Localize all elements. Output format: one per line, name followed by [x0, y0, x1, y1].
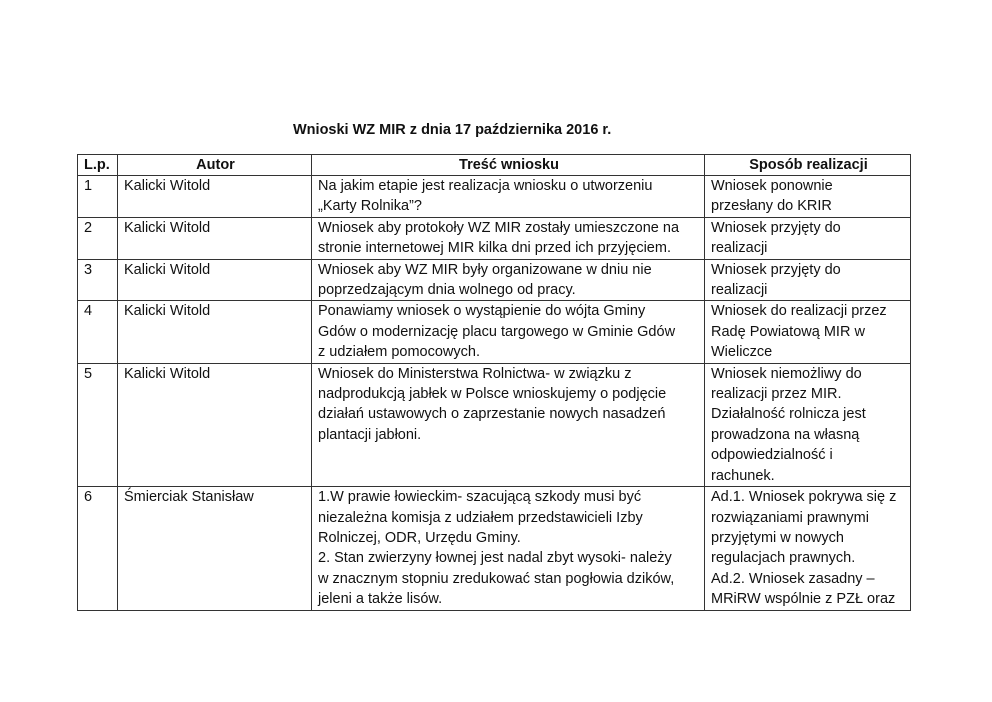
cell-method-line: Działalność rolnicza jest: [711, 406, 866, 423]
cell-method: [705, 301, 911, 363]
cell-content-line: poprzedzającym dnia wolnego od pracy.: [318, 282, 576, 299]
cell-method: [705, 487, 911, 610]
cell-method-line: realizacji: [711, 282, 768, 299]
cell-author: Kalicki Witold: [118, 176, 312, 218]
cell-method-line: Wniosek przyjęty do: [711, 219, 841, 236]
cell-lp: 2: [78, 217, 118, 259]
cell-method-line: przesłany do KRIR: [711, 198, 832, 215]
cell-content: [312, 301, 705, 363]
cell-content: [312, 176, 705, 218]
cell-lp: 1: [78, 176, 118, 218]
cell-method-line: Wniosek ponownie: [711, 178, 833, 194]
cell-content-line: Rolniczej, ODR, Urzędu Gminy.: [318, 529, 521, 546]
cell-content-line: 2. Stan zwierzyny łownej jest nadal zbyt wysoki- należy: [318, 550, 672, 567]
cell-method-line: odpowiedzialność i: [711, 447, 833, 464]
table-row: [78, 363, 911, 486]
cell-method: [705, 363, 911, 486]
table-row: [78, 217, 911, 259]
cell-method-line: Wieliczce: [711, 344, 773, 361]
cell-method-line: Ad.2. Wniosek zasadny –: [711, 570, 875, 587]
cell-content-line: nadprodukcją jabłek w Polsce wnioskujemy o podjęcie: [318, 386, 667, 403]
cell-content-line: Ponawiamy wniosek o wystąpienie do wójta Gminy: [318, 303, 646, 320]
cell-content-line: 1.W prawie łowieckim- szacującą szkody musi być: [318, 489, 642, 506]
cell-author: Kalicki Witold: [118, 301, 312, 363]
table-row: [78, 301, 911, 363]
cell-content-line: w znacznym stopniu zredukować stan pogłowia dzików,: [318, 570, 675, 587]
table-row: [78, 487, 911, 610]
cell-author: Kalicki Witold: [118, 217, 312, 259]
header-lp: L.p.: [78, 155, 118, 176]
table-row: [78, 176, 911, 218]
cell-method-line: Ad.1. Wniosek pokrywa się z: [711, 489, 897, 506]
cell-content-line: z udziałem pomocowych.: [318, 344, 480, 361]
header-content: Treść wniosku: [312, 155, 705, 176]
cell-method-line: realizacji: [711, 240, 768, 257]
cell-method-line: rachunek.: [711, 467, 775, 484]
table-row: [78, 259, 911, 301]
table-body: [78, 176, 911, 611]
cell-lp: 4: [78, 301, 118, 363]
cell-content-line: działań ustawowych o zaprzestanie nowych nasadzeń: [318, 406, 666, 423]
cell-author: Kalicki Witold: [118, 259, 312, 301]
cell-content-line: niezależna komisja z udziałem przedstawicieli Izby: [318, 509, 643, 526]
cell-content-line: Na jakim etapie jest realizacja wniosku o utworzeniu: [318, 178, 653, 194]
cell-content-line: jeleni a także lisów.: [318, 591, 443, 608]
cell-content: [312, 259, 705, 301]
table-header-row: [78, 155, 911, 176]
cell-method-line: realizacji przez MIR.: [711, 386, 842, 403]
cell-method-line: regulacjach prawnych.: [711, 550, 856, 567]
cell-content-line: plantacji jabłoni.: [318, 426, 422, 443]
cell-author: Kalicki Witold: [118, 363, 312, 486]
cell-method: [705, 259, 911, 301]
cell-method-line: przyjętymi w nowych: [711, 529, 844, 546]
cell-content-line: stronie internetowej MIR kilka dni przed ich przyjęciem.: [318, 240, 671, 257]
document-title: Wnioski WZ MIR z dnia 17 października 2016 r.: [293, 122, 612, 138]
cell-content-line: Wniosek do Ministerstwa Rolnictwa- w związku z: [318, 365, 632, 382]
cell-lp: 5: [78, 363, 118, 486]
cell-method-line: Wniosek niemożliwy do: [711, 365, 862, 382]
cell-method-line: MRiRW wspólnie z PZŁ oraz: [711, 591, 896, 608]
cell-lp: 3: [78, 259, 118, 301]
cell-method: [705, 176, 911, 218]
cell-content-line: Wniosek aby WZ MIR były organizowane w dniu nie: [318, 261, 652, 278]
header-method: Sposób realizacji: [705, 155, 911, 176]
cell-content: [312, 363, 705, 486]
cell-method-line: rozwiązaniami prawnymi: [711, 509, 869, 526]
cell-method-line: Wniosek do realizacji przez: [711, 303, 887, 320]
cell-method: [705, 217, 911, 259]
cell-content-line: Gdów o modernizację placu targowego w Gminie Gdów: [318, 323, 676, 340]
cell-content-line: „Karty Rolnika”?: [318, 198, 422, 215]
header-author: Autor: [118, 155, 312, 176]
cell-author: Śmierciak Stanisław: [118, 487, 312, 610]
cell-method-line: Wniosek przyjęty do: [711, 261, 841, 278]
cell-method-line: prowadzona na własną: [711, 426, 860, 443]
cell-lp: 6: [78, 487, 118, 610]
cell-method-line: Radę Powiatową MIR w: [711, 323, 865, 340]
proposals-table: [77, 154, 911, 611]
cell-content: [312, 217, 705, 259]
cell-content-line: Wniosek aby protokoły WZ MIR zostały umieszczone na: [318, 219, 680, 236]
cell-content: [312, 487, 705, 610]
